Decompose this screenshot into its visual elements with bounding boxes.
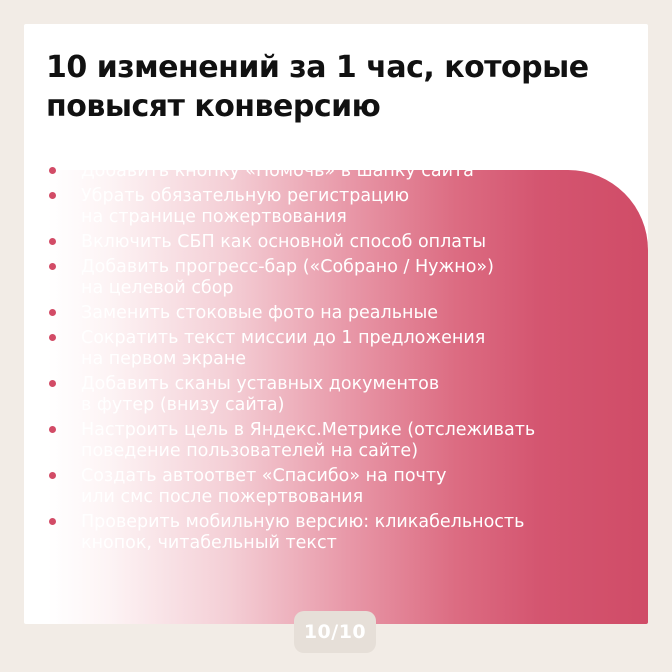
list-item-text: на первом экране	[81, 349, 247, 369]
list-item-text: Сократить текст миссии до 1 предложения	[81, 328, 486, 348]
bullet-dot-icon	[49, 334, 56, 341]
bullet-dot-icon	[49, 309, 56, 316]
bullet-dot-icon	[49, 380, 56, 387]
list-item-text: Включить СБП как основной способ оплаты	[81, 232, 487, 252]
bullet-dot-icon	[49, 167, 56, 174]
bullet-dot-icon	[49, 192, 56, 199]
list-item	[24, 328, 624, 370]
list-item-text: на странице пожертвования	[81, 207, 347, 227]
list-item-text: кнопок, читабельный текст	[81, 533, 337, 553]
list-item-text: Создать автоответ «Спасибо» на почту	[81, 466, 447, 486]
bullet-dot-icon	[49, 238, 56, 245]
list-item-text: Добавить сканы уставных документов	[81, 374, 440, 394]
list-item	[24, 186, 624, 228]
bullet-dot-icon	[49, 518, 56, 525]
title-line: повысят конверсию	[46, 89, 381, 124]
list-item-text: Проверить мобильную версию: кликабельность	[81, 512, 525, 532]
list-item	[24, 512, 624, 554]
list-item	[24, 161, 624, 182]
title-line: 10 изменений за 1 час, которые	[46, 50, 589, 85]
page-indicator: 10/10	[294, 611, 376, 653]
list-item-text: Убрать обязательную регистрацию	[81, 186, 410, 206]
list-item-text: поведение пользователей на сайте)	[81, 441, 419, 461]
checklist	[24, 146, 624, 558]
list-item	[24, 257, 624, 299]
list-item	[24, 374, 624, 416]
bullet-dot-icon	[49, 426, 56, 433]
list-item-text: Настроить цель в Яндекс.Метрике (отслеживать	[81, 420, 536, 440]
list-item	[24, 303, 624, 324]
list-item-text: Заменить стоковые фото на реальные	[81, 303, 439, 323]
list-item-text: или смс после пожертвования	[81, 487, 364, 507]
list-item-text: в футер (внизу сайта)	[81, 395, 285, 415]
list-item-text: Добавить прогресс-бар («Собрано / Нужно»)	[81, 257, 494, 277]
bullet-dot-icon	[49, 472, 56, 479]
bullet-dot-icon	[49, 263, 56, 270]
list-item-text: Добавить кнопку «Помочь» в шапку сайта	[81, 161, 474, 181]
slide-title	[46, 48, 636, 126]
list-item	[24, 232, 624, 253]
list-item	[24, 466, 624, 508]
list-item-text: на целевой сбор	[81, 278, 234, 298]
list-item	[24, 420, 624, 462]
